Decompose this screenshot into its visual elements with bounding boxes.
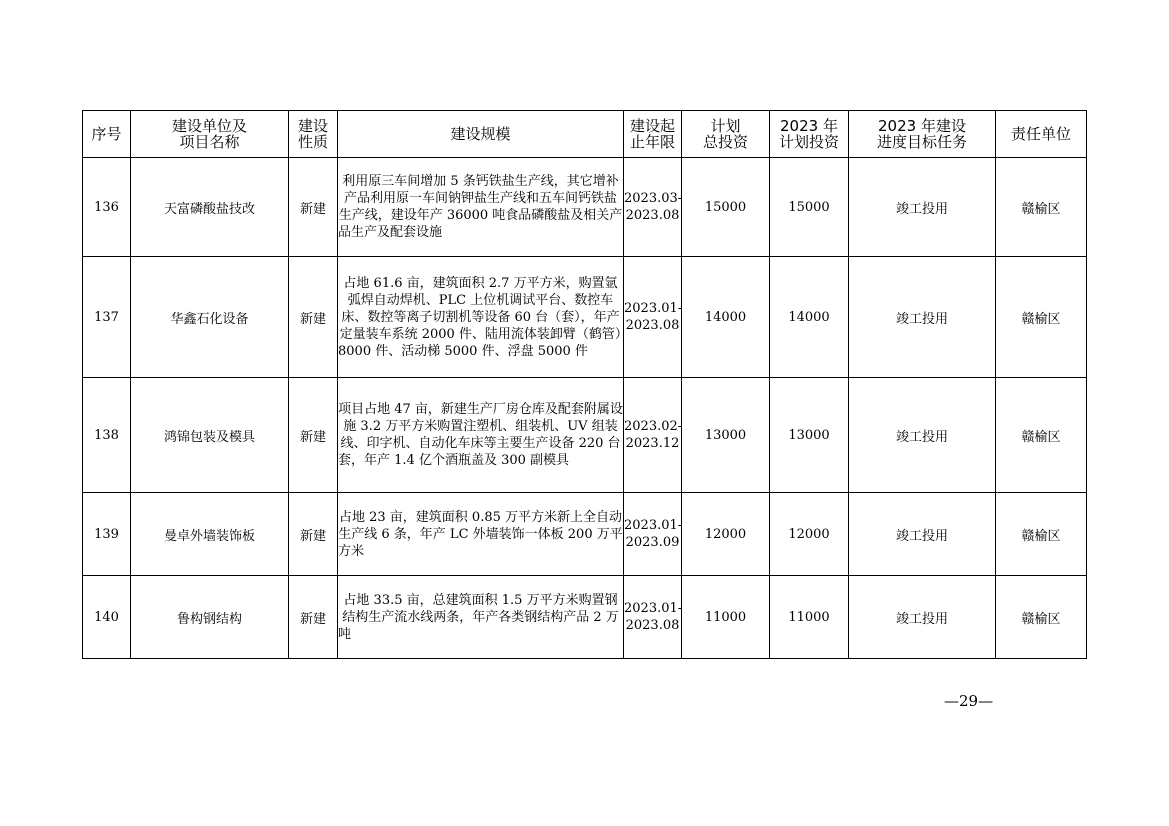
header-nature — [289, 111, 338, 158]
header-period — [624, 111, 682, 158]
cell-total-investment: 15000 — [682, 158, 770, 257]
cell-scale: 占地 33.5 亩，总建筑面积 1.5 万平方米购置钢结构生产流水线两条，年产各类钢结构产品 2 万吨 — [338, 576, 624, 659]
cell-responsible: 赣榆区 — [996, 576, 1087, 659]
cell-nature: 新建 — [289, 257, 338, 378]
table-header — [83, 111, 1087, 158]
header-period-line1: 建设起 — [629, 117, 675, 135]
period-end: 2023.09 — [625, 535, 680, 550]
cell-project-name: 鲁构钢结构 — [131, 576, 289, 659]
cell-total-investment: 13000 — [682, 378, 770, 493]
cell-no: 137 — [83, 257, 131, 378]
cell-target: 竣工投用 — [849, 257, 996, 378]
cell-responsible: 赣榆区 — [996, 257, 1087, 378]
cell-total-investment: 11000 — [682, 576, 770, 659]
cell-nature: 新建 — [289, 493, 338, 576]
header-unit — [131, 111, 289, 158]
page-number: —29— — [944, 692, 994, 710]
table-row — [83, 158, 1087, 257]
header-inv2023-line2: 计划投资 — [778, 133, 839, 151]
header-unit-line2: 项目名称 — [179, 133, 240, 151]
cell-nature: 新建 — [289, 158, 338, 257]
period-end: 2023.08 — [625, 208, 680, 223]
period-start: 2023.01- — [624, 518, 683, 533]
header-period-line2: 止年限 — [629, 133, 675, 151]
cell-project-name: 曼卓外墙装饰板 — [131, 493, 289, 576]
cell-investment-2023: 11000 — [770, 576, 849, 659]
cell-no: 139 — [83, 493, 131, 576]
cell-no: 140 — [83, 576, 131, 659]
header-row — [83, 111, 1087, 158]
header-target-line1: 2023 年建设 — [878, 117, 966, 135]
table-row — [83, 493, 1087, 576]
cell-nature: 新建 — [289, 576, 338, 659]
cell-scale: 利用原三车间增加 5 条钙铁盐生产线，其它增补产品利用原一车间钠钾盐生产线和五车间钙铁盐生产线，建设年产 36000 吨食品磷酸盐及相关产品生产及配套设施 — [338, 158, 624, 257]
header-responsible: 责任单位 — [996, 111, 1087, 158]
cell-no: 138 — [83, 378, 131, 493]
period-end: 2023.08 — [625, 618, 680, 633]
header-nature-line1: 建设 — [297, 117, 328, 135]
cell-responsible: 赣榆区 — [996, 378, 1087, 493]
cell-target: 竣工投用 — [849, 378, 996, 493]
cell-target: 竣工投用 — [849, 576, 996, 659]
period-start: 2023.01- — [624, 601, 683, 616]
period-start: 2023.03- — [624, 191, 683, 206]
cell-responsible: 赣榆区 — [996, 493, 1087, 576]
cell-period — [624, 158, 682, 257]
header-plan — [682, 111, 770, 158]
cell-period — [624, 257, 682, 378]
header-scale: 建设规模 — [338, 111, 624, 158]
cell-period — [624, 576, 682, 659]
header-nature-line2: 性质 — [297, 133, 328, 151]
cell-no: 136 — [83, 158, 131, 257]
period-end: 2023.08 — [625, 318, 680, 333]
header-inv2023 — [770, 111, 849, 158]
table-row — [83, 378, 1087, 493]
cell-target: 竣工投用 — [849, 493, 996, 576]
header-inv2023-line1: 2023 年 — [780, 117, 838, 135]
cell-responsible: 赣榆区 — [996, 158, 1087, 257]
header-target-line2: 进度目标任务 — [876, 133, 967, 151]
header-plan-line1: 计划 — [710, 117, 741, 135]
period-end: 2023.12 — [625, 436, 680, 451]
cell-project-name: 鸿锦包装及模具 — [131, 378, 289, 493]
cell-period — [624, 378, 682, 493]
cell-scale: 占地 61.6 亩，建筑面积 2.7 万平方米，购置氩弧焊自动焊机、PLC 上位机调试平台、数控车床、数控等离子切割机等设备 60 台（套），年产定量装车系统 2000 件、陆用流体装卸臂（鹤管）8000 件、活动梯 5000 件、浮盘 5000 件 — [338, 257, 624, 378]
cell-target: 竣工投用 — [849, 158, 996, 257]
header-target — [849, 111, 996, 158]
cell-period — [624, 493, 682, 576]
period-start: 2023.01- — [624, 301, 683, 316]
cell-nature: 新建 — [289, 378, 338, 493]
table-body — [83, 158, 1087, 659]
cell-investment-2023: 13000 — [770, 378, 849, 493]
cell-investment-2023: 12000 — [770, 493, 849, 576]
cell-total-investment: 12000 — [682, 493, 770, 576]
cell-investment-2023: 14000 — [770, 257, 849, 378]
table-row — [83, 257, 1087, 378]
period-start: 2023.02- — [624, 419, 683, 434]
cell-project-name: 华鑫石化设备 — [131, 257, 289, 378]
cell-project-name: 天富磷酸盐技改 — [131, 158, 289, 257]
cell-total-investment: 14000 — [682, 257, 770, 378]
projects-table — [82, 110, 1087, 659]
cell-scale: 项目占地 47 亩，新建生产厂房仓库及配套附属设施 3.2 万平方米购置注塑机、组装机、UV 组装线、印字机、自动化车床等主要生产设备 220 台套，年产 1.4 亿个酒瓶盖及 300 副模具 — [338, 378, 624, 493]
header-no: 序号 — [83, 111, 131, 158]
header-plan-line2: 总投资 — [702, 133, 748, 151]
header-unit-line1: 建设单位及 — [171, 117, 247, 135]
cell-scale: 占地 23 亩，建筑面积 0.85 万平方米新上全自动生产线 6 条，年产 LC 外墙装饰一体板 200 万平方米 — [338, 493, 624, 576]
table-row — [83, 576, 1087, 659]
cell-investment-2023: 15000 — [770, 158, 849, 257]
